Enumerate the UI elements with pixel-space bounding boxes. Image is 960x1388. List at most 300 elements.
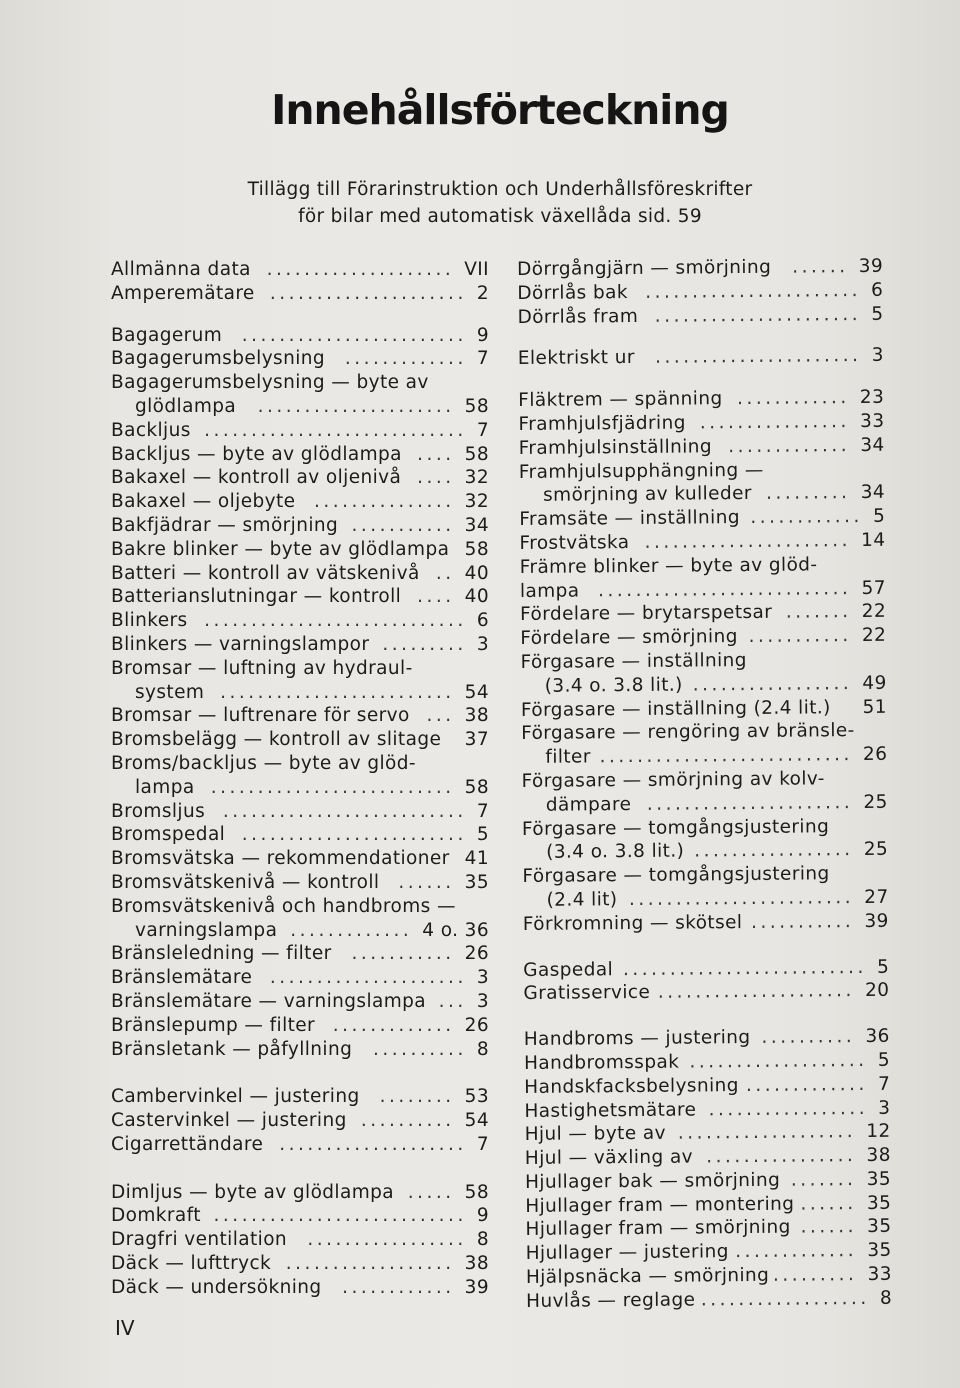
entry-text: Dragfri ventilation xyxy=(111,1229,288,1251)
entry-page: 7 xyxy=(476,1133,489,1155)
index-entry xyxy=(111,919,489,943)
index-entry xyxy=(517,279,883,306)
leader-dots: ............ xyxy=(342,1276,455,1298)
entry-text: Förgasare — inställning (2.4 lit.) xyxy=(520,696,831,721)
index-entry xyxy=(525,1144,891,1171)
entry-text: dämpare xyxy=(545,793,632,816)
index-entry xyxy=(111,371,489,395)
entry-text: Däck — lufttryck xyxy=(111,1253,272,1275)
entry-page: 38 xyxy=(464,705,489,727)
index-entry xyxy=(519,434,885,461)
index-entry xyxy=(111,823,489,847)
entry-text: Handskfacksbelysning xyxy=(524,1074,739,1098)
index-entry xyxy=(111,1276,489,1300)
entry-text: Förgasare — tomgångsjustering xyxy=(522,863,830,888)
leader-dots: .................... xyxy=(266,259,455,280)
entry-page: 33 xyxy=(867,1263,892,1286)
entry-page: 58 xyxy=(464,443,489,465)
entry-page: 25 xyxy=(863,839,889,861)
entry-text: Frostvätska xyxy=(519,531,630,554)
index-entry xyxy=(524,1072,890,1099)
entry-text: Förgasare — inställning xyxy=(520,649,748,673)
leader-dots: ..................... xyxy=(657,980,855,1004)
entry-text: Bränslemätare — varningslampa xyxy=(111,990,427,1012)
entry-text: Blinkers xyxy=(111,610,188,632)
entry-page: 36 xyxy=(865,1025,890,1048)
index-entry xyxy=(520,600,886,627)
index-entry xyxy=(111,871,489,895)
leader-dots: ................. xyxy=(708,1097,869,1120)
index-entry xyxy=(111,966,489,990)
entry-page: 58 xyxy=(464,395,489,417)
entry-text: Bromspedal xyxy=(111,824,226,846)
entry-text: Bränslemätare xyxy=(111,967,253,989)
leader-dots: ... xyxy=(426,705,455,727)
index-entry xyxy=(111,609,489,633)
entry-page: 5 xyxy=(871,303,884,325)
leader-dots: .... xyxy=(417,467,455,489)
entry-text: Framhjulsinställning xyxy=(518,436,713,459)
entry-page: 40 xyxy=(464,562,489,584)
index-entry xyxy=(111,1181,489,1205)
entry-page: 8 xyxy=(879,1287,893,1309)
index-entry xyxy=(111,990,489,1014)
entry-page: 22 xyxy=(861,601,887,623)
index-entry xyxy=(111,395,489,419)
index-entry xyxy=(526,1263,892,1290)
leader-dots: ....... xyxy=(785,601,852,624)
leader-dots: ...................... xyxy=(646,791,854,815)
leader-dots: .................. xyxy=(285,1253,455,1275)
entry-text: Hjullager — justering xyxy=(525,1241,729,1265)
entry-text: Bränsletank — påfyllning xyxy=(111,1038,353,1060)
entry-page: 38 xyxy=(866,1144,891,1167)
index-entry xyxy=(523,979,889,1006)
index-entry xyxy=(520,624,886,651)
index-entry xyxy=(111,847,489,871)
index-entry xyxy=(111,1109,489,1133)
entry-page: 32 xyxy=(464,467,489,489)
index-entry xyxy=(519,529,885,556)
leader-dots: ................ xyxy=(706,1145,857,1168)
entry-text: Bromsbelägg — kontroll av slitage xyxy=(111,729,442,751)
index-entry xyxy=(111,1133,489,1157)
entry-text: Blinkers — varningslampor xyxy=(111,633,370,655)
index-entry xyxy=(111,514,489,538)
entry-text: Bagagerumsbelysning xyxy=(111,348,326,370)
entry-text: Fördelare — brytarspetsar xyxy=(520,602,773,626)
entry-page: 26 xyxy=(464,1014,489,1036)
page-title: Innehållsförteckning xyxy=(271,86,729,134)
entry-text: Förgasare — smörjning av kolv- xyxy=(521,768,825,792)
entry-text: Handbromsspak xyxy=(523,1051,680,1074)
entry-text: Gratisservice xyxy=(523,982,651,1005)
leader-dots: ........ xyxy=(379,1086,455,1108)
entry-page: 34 xyxy=(860,434,885,456)
leader-dots: ...... xyxy=(800,1192,857,1215)
entry-text: Allmänna data xyxy=(111,259,251,280)
entry-page: 5 xyxy=(476,824,489,846)
entry-page: 2 xyxy=(476,282,489,304)
entry-text: filter xyxy=(545,746,591,768)
index-entry xyxy=(111,466,489,490)
leader-dots: .................. xyxy=(700,1287,870,1311)
entry-text: Förkromning — skötsel xyxy=(522,911,743,935)
index-entry xyxy=(111,538,489,562)
entry-page: 32 xyxy=(464,491,489,513)
leader-dots: .......................... xyxy=(622,956,867,980)
index-entry xyxy=(524,1096,890,1123)
leader-dots: ................... xyxy=(689,1049,868,1073)
entry-page: 54 xyxy=(464,1110,489,1132)
index-entry xyxy=(522,838,888,865)
leader-dots: ....... xyxy=(790,1168,857,1191)
entry-text: Bromsar — luftning av hydraul- xyxy=(111,657,413,679)
index-entry xyxy=(111,1252,489,1276)
index-entry xyxy=(521,695,887,722)
entry-page: 3 xyxy=(476,633,489,655)
index-entry xyxy=(523,955,889,982)
leader-dots: .......... xyxy=(360,1110,455,1132)
index-column-left xyxy=(111,258,489,1300)
leader-dots: ................. xyxy=(692,672,853,696)
entry-text: glödlampa xyxy=(135,395,237,417)
leader-dots: ..................... xyxy=(269,282,467,304)
index-entry xyxy=(518,344,884,371)
leader-dots: .......... xyxy=(373,1038,467,1060)
index-entry xyxy=(519,505,885,532)
entry-text: lampa xyxy=(519,580,580,602)
entry-page: 3 xyxy=(878,1097,891,1119)
entry-text: lampa xyxy=(135,776,195,798)
leader-dots: ...................... xyxy=(654,303,862,327)
entry-text: Bränsleledning — filter xyxy=(111,943,332,965)
index-entry xyxy=(111,728,489,752)
entry-page: 9 xyxy=(476,324,489,346)
entry-page: 6 xyxy=(871,279,884,301)
entry-page: 8 xyxy=(476,1038,489,1060)
entry-page: 23 xyxy=(859,386,885,409)
entry-page: 6 xyxy=(476,610,489,632)
leader-dots: ............. xyxy=(332,1014,455,1036)
entry-page: 26 xyxy=(464,943,489,965)
entry-text: Batterianslutningar — kontroll xyxy=(111,586,402,608)
leader-dots: .......... xyxy=(761,1026,856,1049)
entry-page: 25 xyxy=(863,791,888,813)
leader-dots: ........... xyxy=(351,943,455,965)
entry-page: 35 xyxy=(464,871,489,893)
index-entry xyxy=(521,767,887,794)
index-entry xyxy=(111,681,489,705)
leader-dots: ................ xyxy=(699,411,850,434)
entry-text: Hjul — växling av xyxy=(524,1146,694,1170)
entry-page: 33 xyxy=(860,410,885,432)
entry-page: 8 xyxy=(476,1229,489,1251)
entry-page: 4 o. 36 xyxy=(422,919,489,941)
entry-text: Cambervinkel — justering xyxy=(111,1086,360,1108)
index-entry xyxy=(518,410,884,437)
entry-page: 40 xyxy=(464,586,489,608)
leader-dots: ...................... xyxy=(644,530,852,553)
leader-dots: ..................... xyxy=(269,967,467,989)
index-entry xyxy=(522,814,888,841)
page-number: IV xyxy=(115,1316,135,1340)
index-entry xyxy=(521,672,887,699)
index-entry xyxy=(526,1239,892,1266)
entry-text: (3.4 o. 3.8 lit.) xyxy=(544,674,683,697)
entry-page: 5 xyxy=(873,505,886,528)
entry-text: Bromsvätska — rekommendationer xyxy=(111,848,450,870)
entry-text: Framhjulsupphängning — xyxy=(518,459,764,483)
entry-page: 20 xyxy=(864,980,890,1002)
subtitle-line-2: för bilar med automatisk växellåda sid. 59 xyxy=(298,206,702,227)
entry-text: Elektriskt ur xyxy=(517,347,635,370)
entry-page: 3 xyxy=(476,967,489,989)
index-entry xyxy=(111,324,489,348)
leader-dots: ............. xyxy=(290,919,413,941)
entry-page: 57 xyxy=(861,577,886,599)
entry-page: 12 xyxy=(866,1121,891,1143)
leader-dots: ........................... xyxy=(599,744,853,768)
index-entry xyxy=(523,886,889,913)
leader-dots: ............. xyxy=(728,434,851,457)
entry-page: 7 xyxy=(877,1073,891,1095)
entry-page: 3 xyxy=(476,990,489,1012)
index-entry xyxy=(111,419,489,443)
entry-text: Hastighetsmätare xyxy=(524,1098,697,1122)
entry-page: 5 xyxy=(877,1049,891,1071)
index-entry xyxy=(525,1191,891,1218)
entry-page: 5 xyxy=(876,956,890,978)
entry-page: 54 xyxy=(464,681,489,703)
entry-text: Gaspedal xyxy=(523,958,614,981)
entry-text: Fördelare — smörjning xyxy=(520,626,738,650)
entry-page: 35 xyxy=(867,1240,892,1262)
index-entry xyxy=(519,481,885,508)
index-entry xyxy=(519,457,885,484)
entry-text: Dörrlås fram xyxy=(517,305,639,328)
index-column-right xyxy=(517,255,892,1314)
entry-page: 3 xyxy=(871,345,884,367)
index-entry xyxy=(518,386,884,413)
entry-text: Broms/backljus — byte av glöd- xyxy=(111,752,416,774)
index-entry xyxy=(111,562,489,586)
index-entry xyxy=(521,743,887,770)
entry-page: 39 xyxy=(858,255,884,278)
entry-text: Castervinkel — justering xyxy=(111,1110,347,1132)
leader-dots: ................. xyxy=(694,839,854,862)
entry-page: 35 xyxy=(867,1216,892,1238)
leader-dots: ........................... xyxy=(213,1205,467,1227)
index-entry xyxy=(524,1025,890,1052)
index-entry xyxy=(111,1085,489,1109)
entry-page: 41 xyxy=(464,848,489,870)
index-entry xyxy=(111,1204,489,1228)
entry-page: 58 xyxy=(464,776,489,798)
index-entry xyxy=(111,752,489,776)
entry-text: Bakaxel — kontroll av oljenivå xyxy=(111,467,402,489)
leader-dots: .......................... xyxy=(222,800,467,822)
entry-text: Cigarrettändare xyxy=(111,1133,264,1155)
entry-text: Bromsvätskenivå och handbroms — xyxy=(111,895,456,917)
leader-dots: ............................ xyxy=(204,419,467,441)
index-entry xyxy=(111,776,489,800)
entry-text: (2.4 lit) xyxy=(546,889,618,911)
entry-text: Huvlås — reglage xyxy=(526,1289,696,1312)
entry-text: Bagagerumsbelysning — byte av xyxy=(111,372,429,394)
entry-text: Framsäte — inställning xyxy=(519,507,741,531)
leader-dots: .... xyxy=(417,443,455,465)
entry-text: Batteri — kontroll av vätskenivå xyxy=(111,562,420,584)
index-entry xyxy=(111,1038,489,1062)
leader-dots: ......... xyxy=(772,1264,858,1286)
entry-page: 7 xyxy=(476,348,489,370)
index-entry xyxy=(111,942,489,966)
entry-page: 58 xyxy=(464,538,489,560)
index-entry xyxy=(522,862,888,889)
index-entry xyxy=(111,585,489,609)
index-entry xyxy=(111,1014,489,1038)
entry-page: VII xyxy=(464,259,489,280)
entry-page: 27 xyxy=(864,886,889,908)
entry-text: Bakfjädrar — smörjning xyxy=(111,514,339,536)
subtitle-line-1: Tillägg till Förarinstruktion och Underhållsföreskrifter xyxy=(247,179,753,200)
leader-dots: ................... xyxy=(677,1121,857,1144)
index-entry xyxy=(111,633,489,657)
leader-dots: .... xyxy=(417,586,455,608)
entry-text: Backljus xyxy=(111,419,191,441)
leader-dots: ............. xyxy=(735,1240,858,1263)
entry-page: 34 xyxy=(860,482,886,504)
entry-text: system xyxy=(135,681,205,703)
index-entry xyxy=(111,258,489,282)
leader-dots: ......... xyxy=(765,482,851,505)
leader-dots: ............. xyxy=(344,348,467,370)
entry-text: smörjning av kulleder xyxy=(542,483,752,507)
index-entry xyxy=(525,1168,891,1195)
leader-dots: ............... xyxy=(313,491,455,513)
entry-text: Framhjulsfjädring xyxy=(518,412,686,435)
entry-text: Handbroms — justering xyxy=(523,1027,751,1051)
entry-page: 26 xyxy=(862,743,888,766)
index-entry xyxy=(517,302,883,329)
leader-dots: ............ xyxy=(737,387,850,410)
index-entry xyxy=(520,553,886,580)
index-entry xyxy=(111,282,489,306)
leader-dots: ......... xyxy=(382,633,467,655)
entry-text: Backljus — byte av glödlampa xyxy=(111,443,402,465)
entry-text: (3.4 o. 3.8 lit.) xyxy=(546,840,685,864)
entry-text: Bagagerum xyxy=(111,324,223,346)
index-entry xyxy=(111,443,489,467)
entry-text: Hjullager fram — montering xyxy=(525,1193,795,1217)
entry-text: Bakre blinker — byte av glödlampa xyxy=(111,538,450,560)
index-entry xyxy=(526,1287,892,1314)
entry-text: Främre blinker — byte av glöd- xyxy=(519,554,818,578)
leader-dots: ..... xyxy=(407,1181,455,1203)
leader-dots: ............ xyxy=(750,506,863,529)
leader-dots: ........... xyxy=(748,625,852,648)
entry-text: Hjul — byte av xyxy=(524,1123,667,1146)
leader-dots: ...... xyxy=(800,1216,858,1239)
entry-text: varningslampa xyxy=(135,919,278,941)
leader-dots: ........................ xyxy=(241,824,467,846)
entry-text: Dörrlås bak xyxy=(517,281,629,304)
leader-dots: ........................ xyxy=(241,324,467,346)
entry-text: Däck — undersökning xyxy=(111,1276,322,1298)
entry-page: 22 xyxy=(861,624,887,647)
index-entry xyxy=(520,576,886,603)
index-entry xyxy=(111,704,489,728)
index-entry xyxy=(524,1049,890,1076)
entry-page: 9 xyxy=(476,1205,489,1227)
entry-text: Dimljus — byte av glödlampa xyxy=(111,1181,395,1203)
subtitle xyxy=(0,176,960,230)
entry-text: Domkraft xyxy=(111,1205,201,1227)
index-entry xyxy=(111,347,489,371)
entry-text: Hjälpsnäcka — smörjning xyxy=(525,1264,770,1289)
leader-dots: ........... xyxy=(750,910,855,933)
entry-page: 39 xyxy=(864,910,889,932)
entry-page: 7 xyxy=(476,419,489,441)
entry-text: Amperemätare xyxy=(111,282,255,304)
entry-page: 34 xyxy=(464,514,489,536)
index-entry xyxy=(111,657,489,681)
leader-dots: ................. xyxy=(307,1229,467,1251)
entry-page: 53 xyxy=(464,1086,489,1108)
index-entry xyxy=(522,791,888,818)
index-entry xyxy=(523,909,889,936)
leader-dots: ..................... xyxy=(257,395,455,417)
leader-dots: ............. xyxy=(745,1073,868,1096)
leader-dots: ... xyxy=(438,990,467,1012)
entry-text: Förgasare — rengöring av bränsle- xyxy=(521,720,855,745)
entry-page: 35 xyxy=(866,1192,892,1214)
entry-text: Bakaxel — oljebyte xyxy=(111,491,296,513)
leader-dots: ...................... xyxy=(655,345,862,369)
leader-dots: ......................... xyxy=(220,681,455,703)
index-entry xyxy=(525,1215,891,1242)
entry-page: 14 xyxy=(861,529,886,551)
index-entry xyxy=(111,800,489,824)
entry-page: 39 xyxy=(464,1276,489,1298)
entry-text: Bromsljus xyxy=(111,800,206,822)
leader-dots: ........................ xyxy=(628,887,855,910)
leader-dots: ...... xyxy=(792,256,849,278)
leader-dots: ....................... xyxy=(645,279,862,303)
entry-text: Dörrgångjärn — smörjning xyxy=(517,256,772,280)
index-entry xyxy=(525,1120,891,1147)
entry-page: 51 xyxy=(862,696,888,718)
entry-text: Hjullager fram — smörjning xyxy=(525,1217,791,1241)
leader-dots: ........................... xyxy=(597,577,852,601)
leader-dots: ...... xyxy=(398,871,455,893)
entry-text: Hjullager bak — smörjning xyxy=(524,1169,781,1193)
entry-page: 7 xyxy=(476,800,489,822)
index-entry xyxy=(111,490,489,514)
entry-page: 38 xyxy=(464,1253,489,1275)
entry-text: Fläktrem — spänning xyxy=(518,388,723,412)
entry-page: 49 xyxy=(862,672,887,694)
leader-dots: .. xyxy=(435,562,455,584)
entry-text: Bromsvätskenivå — kontroll xyxy=(111,871,380,893)
entry-text: Bromsar — luftrenare för servo xyxy=(111,705,410,727)
index-entry xyxy=(520,648,886,675)
entry-text: Bränslepump — filter xyxy=(111,1014,316,1036)
index-entry xyxy=(517,255,883,282)
leader-dots: .................... xyxy=(279,1133,467,1155)
leader-dots: .......................... xyxy=(210,776,455,798)
